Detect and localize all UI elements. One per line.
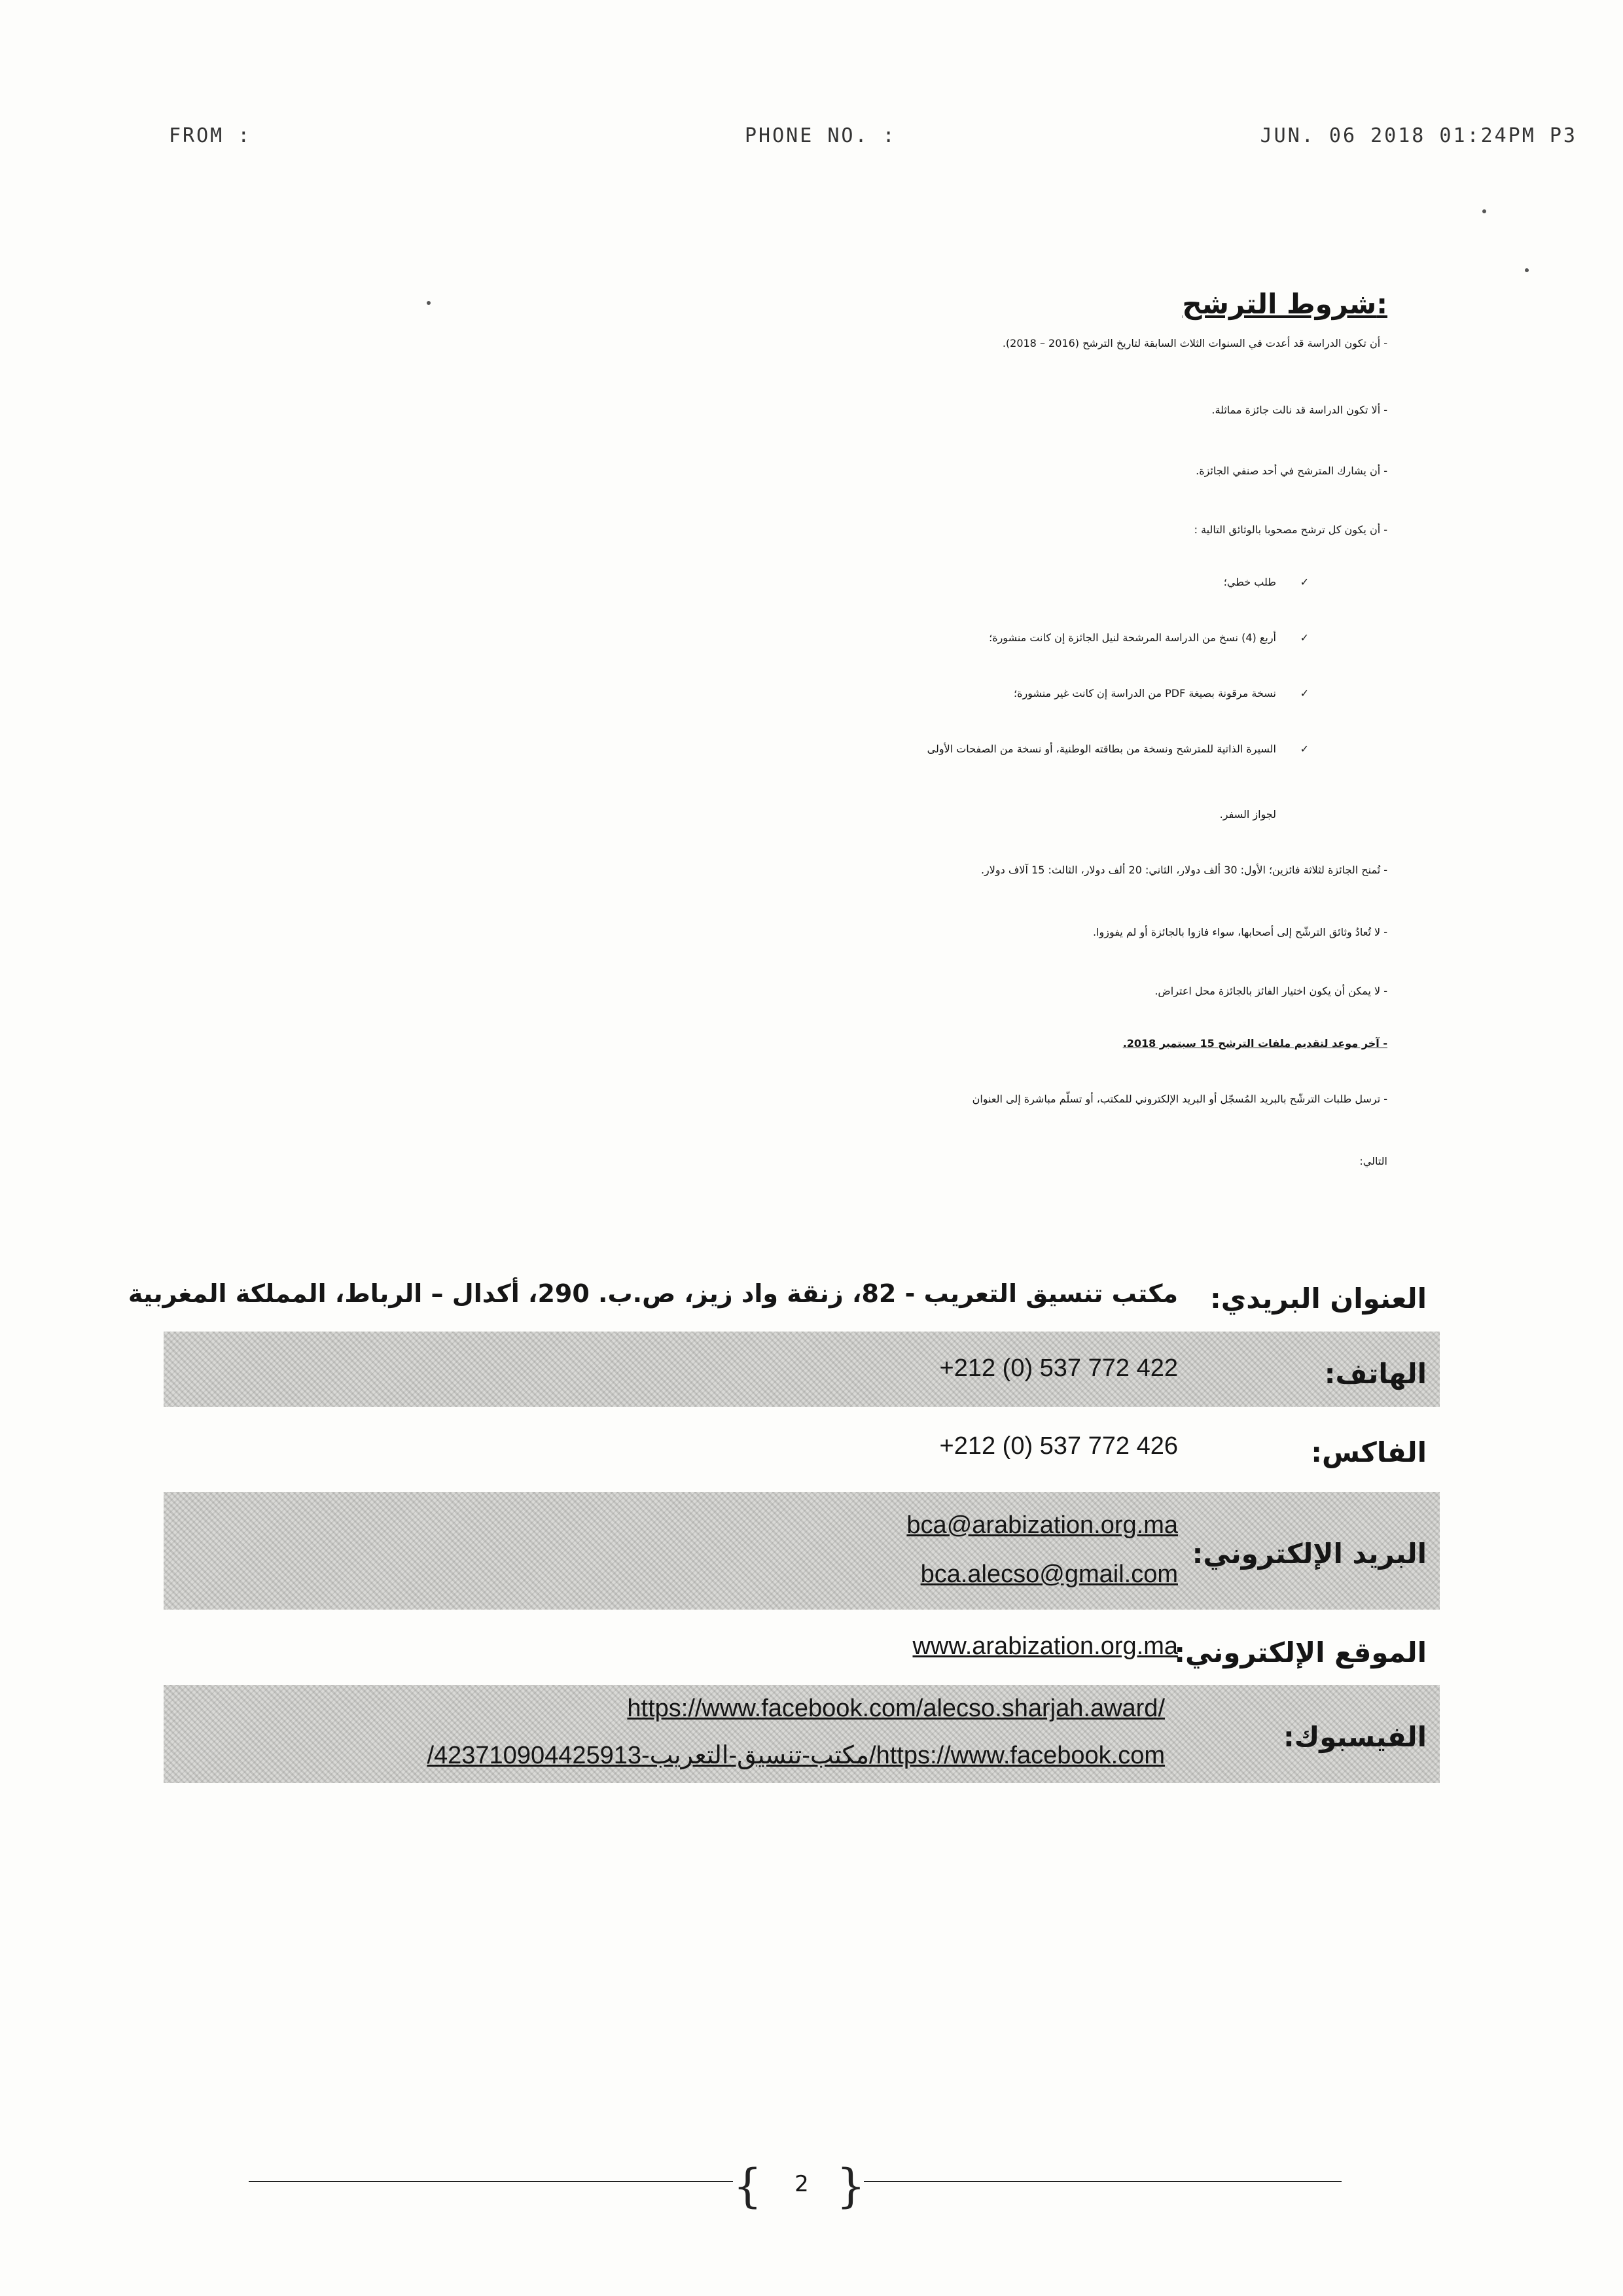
postal-label: العنوان البريدي: (1210, 1282, 1427, 1315)
facebook-row (164, 1685, 1440, 1783)
conditions-title: شروط الترشح: (1182, 288, 1387, 320)
fax-value: +212 (0) 537 772 426 (939, 1432, 1178, 1460)
condition-item: - ألا تكون الدراسة قد نالت جائزة مماثلة. (1211, 404, 1387, 416)
phone-row (164, 1332, 1440, 1407)
check-icon: ✓ (1300, 631, 1309, 644)
email-link[interactable]: bca.alecso@gmail.com (920, 1561, 1178, 1588)
submission-continuation: التالي: (1359, 1155, 1387, 1167)
page-number: 2 (794, 2171, 809, 2197)
email-link[interactable]: bca@arabization.org.ma (906, 1511, 1178, 1539)
deadline-item: - آخر موعد لتقديم ملفات الترشح 15 سبتمبر 2018. (1122, 1037, 1387, 1050)
email-label: البريد الإلكتروني: (1192, 1538, 1427, 1570)
website-link[interactable]: www.arabization.org.ma (912, 1633, 1178, 1660)
submission-item: - ترسل طلبات الترشّح بالبريد المُسجّل أو البريد الإلكتروني للمكتب، أو تسلّم مباشرة إلى العنوان (972, 1093, 1387, 1105)
document-item-text: السيرة الذاتية للمترشح ونسخة من بطاقته الوطنية، أو نسخة من الصفحات الأولى (927, 743, 1276, 755)
condition-item: - أن يكون كل ترشح مصحوبا بالوثائق التالية : (1194, 523, 1387, 536)
footer-brace-right: } (836, 2159, 866, 2213)
footer-rule-right (864, 2181, 1342, 2182)
fax-from-label: FROM : (169, 124, 252, 147)
facebook-label: الفيسبوك: (1283, 1721, 1427, 1753)
scan-speck (427, 301, 431, 305)
rule-item: - تُمنح الجائزة لثلاثة فائزين؛ الأول: 30 ألف دولار، الثاني: 20 ألف دولار، الثالث: 15 آلاف دولار. (980, 864, 1387, 876)
document-item-text: طلب خطي؛ (1223, 576, 1276, 588)
scan-speck (1482, 209, 1486, 213)
check-icon: ✓ (1300, 743, 1309, 755)
facebook-link[interactable]: https://www.facebook.com/مكتب-تنسيق-التعريب-423710904425913/ (427, 1742, 1165, 1769)
check-icon: ✓ (1300, 576, 1309, 588)
rule-item: - لا يمكن أن يكون اختيار الفائز بالجائزة محل اعتراض. (1154, 985, 1387, 997)
phone-label: الهاتف: (1324, 1358, 1427, 1390)
postal-value: مكتب تنسيق التعريب - 82، زنقة واد زيز، ص.ب. 290، أكدال – الرباط، المملكة المغربية (128, 1279, 1178, 1308)
phone-value: +212 (0) 537 772 422 (939, 1354, 1178, 1382)
footer-rule-left (249, 2181, 733, 2182)
document-item-continuation: لجواز السفر. (1219, 808, 1276, 821)
fax-row (164, 1417, 1440, 1475)
website-row (164, 1619, 1440, 1678)
document-item-text: أربع (4) نسخ من الدراسة المرشحة لنيل الجائزة إن كانت منشورة؛ (989, 631, 1276, 644)
document-item (1014, 687, 1309, 699)
condition-item: - أن يشارك المترشح في أحد صنفي الجائزة. (1196, 465, 1387, 477)
check-icon: ✓ (1300, 687, 1309, 699)
rule-item: - لا تُعادُ وثائق الترشّح إلى أصحابها، سواء فازوا بالجائزة أو لم يفوزوا. (1092, 926, 1387, 938)
facebook-link[interactable]: https://www.facebook.com/alecso.sharjah.award/ (627, 1695, 1165, 1722)
fax-phone-label: PHONE NO. : (745, 124, 897, 147)
email-row (164, 1492, 1440, 1610)
document-item (927, 743, 1309, 755)
postal-row (128, 1269, 1440, 1328)
document-item (989, 631, 1309, 644)
document-item-text: نسخة مرقونة بصيغة PDF من الدراسة إن كانت غير منشورة؛ (1013, 687, 1276, 699)
fax-label: الفاكس: (1311, 1436, 1427, 1468)
website-label: الموقع الإلكتروني: (1174, 1636, 1427, 1669)
fax-timestamp: JUN. 06 2018 01:24PM P3 (1260, 124, 1577, 147)
document-item (1224, 576, 1309, 588)
footer-brace-left: { (733, 2159, 762, 2213)
scan-speck (1525, 268, 1529, 272)
condition-item: - أن تكون الدراسة قد أعدت في السنوات الثلاث السابقة لتاريخ الترشح (2016 – 2018). (1002, 337, 1387, 349)
